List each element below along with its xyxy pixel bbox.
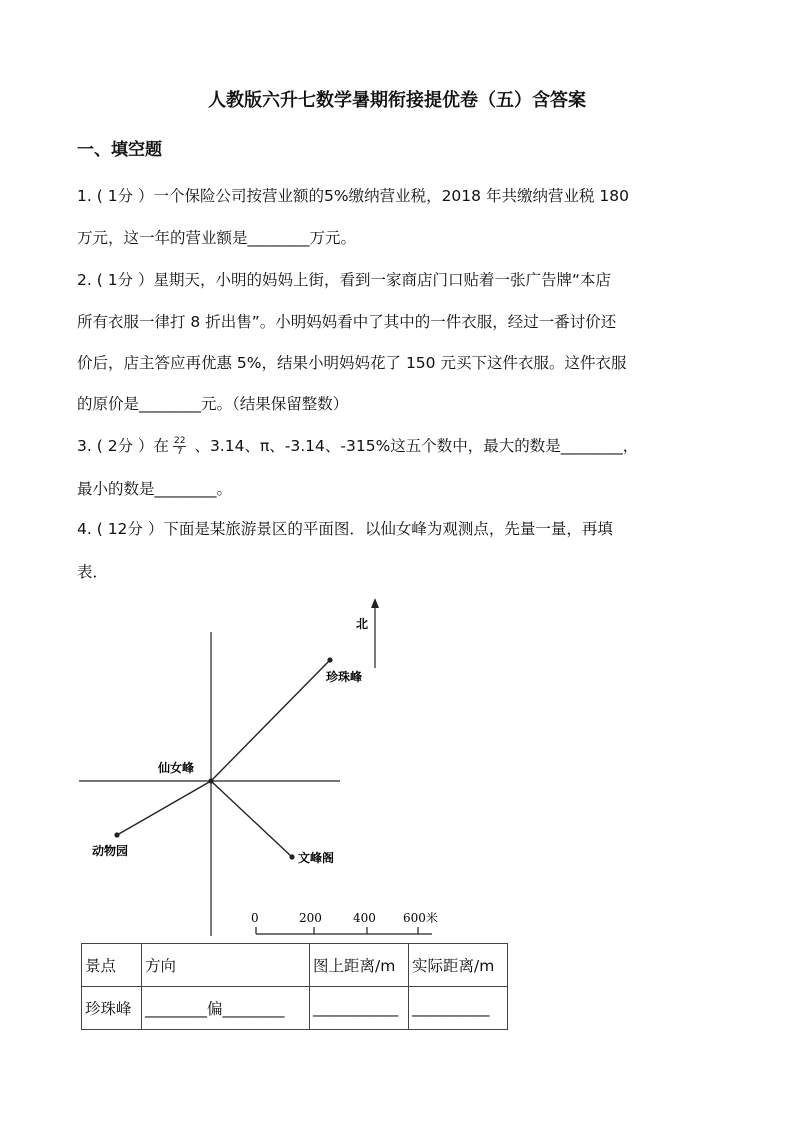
q3-suffix: 、3.14、π、-3.14、-315%这五个数中，最大的数是________， bbox=[194, 437, 639, 455]
label-wenfeng: 文峰阁 bbox=[298, 851, 335, 865]
point-zhenzhu bbox=[327, 657, 332, 662]
q3-prefix: 3. ( 2分 ）在 bbox=[77, 437, 169, 455]
q4-line2: 表． bbox=[77, 563, 109, 581]
north-arrow-head bbox=[371, 598, 379, 608]
scale-label-0: 0 bbox=[251, 911, 259, 925]
q2-line3: 价后，店主答应再优惠 5%，结果小明妈妈花了 150 元买下这件衣服。这件衣服 bbox=[77, 354, 627, 372]
fraction-22-7 bbox=[173, 436, 186, 457]
label-zhenzhu: 珍珠峰 bbox=[326, 670, 363, 684]
fraction-numerator: 22 bbox=[173, 436, 186, 446]
point-wenfeng bbox=[289, 854, 294, 859]
cell-map-distance-blank[interactable]: ___________ bbox=[310, 987, 409, 1030]
scale-label-600: 600米 bbox=[403, 911, 438, 925]
table-header-row bbox=[82, 944, 508, 987]
q4-line1: 4. ( 12分 ）下面是某旅游景区的平面图．以仙女峰为观测点，先量一量，再填 bbox=[77, 520, 613, 538]
cell-direction-blank[interactable]: ________偏________ bbox=[142, 987, 310, 1030]
header-map-distance: 图上距离/m bbox=[310, 944, 409, 987]
scenic-area-map bbox=[70, 596, 450, 944]
scale-label-400: 400 bbox=[353, 911, 376, 925]
scale-bar bbox=[251, 910, 438, 934]
q1-line1: 1. ( 1分 ）一个保险公司按营业额的5%缴纳营业税，2018 年共缴纳营业税 180 bbox=[77, 187, 629, 205]
ray-zhenzhu bbox=[211, 660, 330, 781]
center-point bbox=[208, 778, 213, 783]
q2-line2: 所有衣服一律打 8 折出售”。小明妈妈看中了其中的一件衣服，经过一番讨价还 bbox=[77, 313, 617, 331]
section-heading: 一、填空题 bbox=[77, 140, 162, 160]
q3-line2: 最小的数是________。 bbox=[77, 480, 233, 498]
point-dongwu bbox=[114, 832, 119, 837]
q2-line1: 2. ( 1分 ）星期天，小明的妈妈上街，看到一家商店门口贴着一张广告牌“本店 bbox=[77, 271, 612, 289]
q3-line1 bbox=[77, 436, 638, 457]
header-direction: 方向 bbox=[142, 944, 310, 987]
page-title: 人教版六升七数学暑期衔接提优卷（五）含答案 bbox=[208, 90, 586, 111]
scale-label-200: 200 bbox=[299, 911, 322, 925]
q1-line2: 万元，这一年的营业额是________万元。 bbox=[77, 229, 357, 247]
fraction-denominator: 7 bbox=[176, 447, 183, 457]
ray-wenfeng bbox=[211, 781, 292, 857]
north-label: 北 bbox=[356, 617, 369, 631]
answer-table bbox=[81, 943, 508, 1030]
ray-dongwu bbox=[117, 781, 211, 835]
header-actual-distance: 实际距离/m bbox=[409, 944, 508, 987]
header-scenic-spot: 景点 bbox=[82, 944, 142, 987]
cell-spot: 珍珠峰 bbox=[82, 987, 142, 1030]
q2-line4: 的原价是________元。（结果保留整数） bbox=[77, 395, 349, 413]
cell-actual-distance-blank[interactable]: __________ bbox=[409, 987, 508, 1030]
table-row bbox=[82, 987, 508, 1030]
label-dongwu: 动物园 bbox=[92, 844, 129, 858]
label-xiannv: 仙女峰 bbox=[158, 761, 195, 775]
